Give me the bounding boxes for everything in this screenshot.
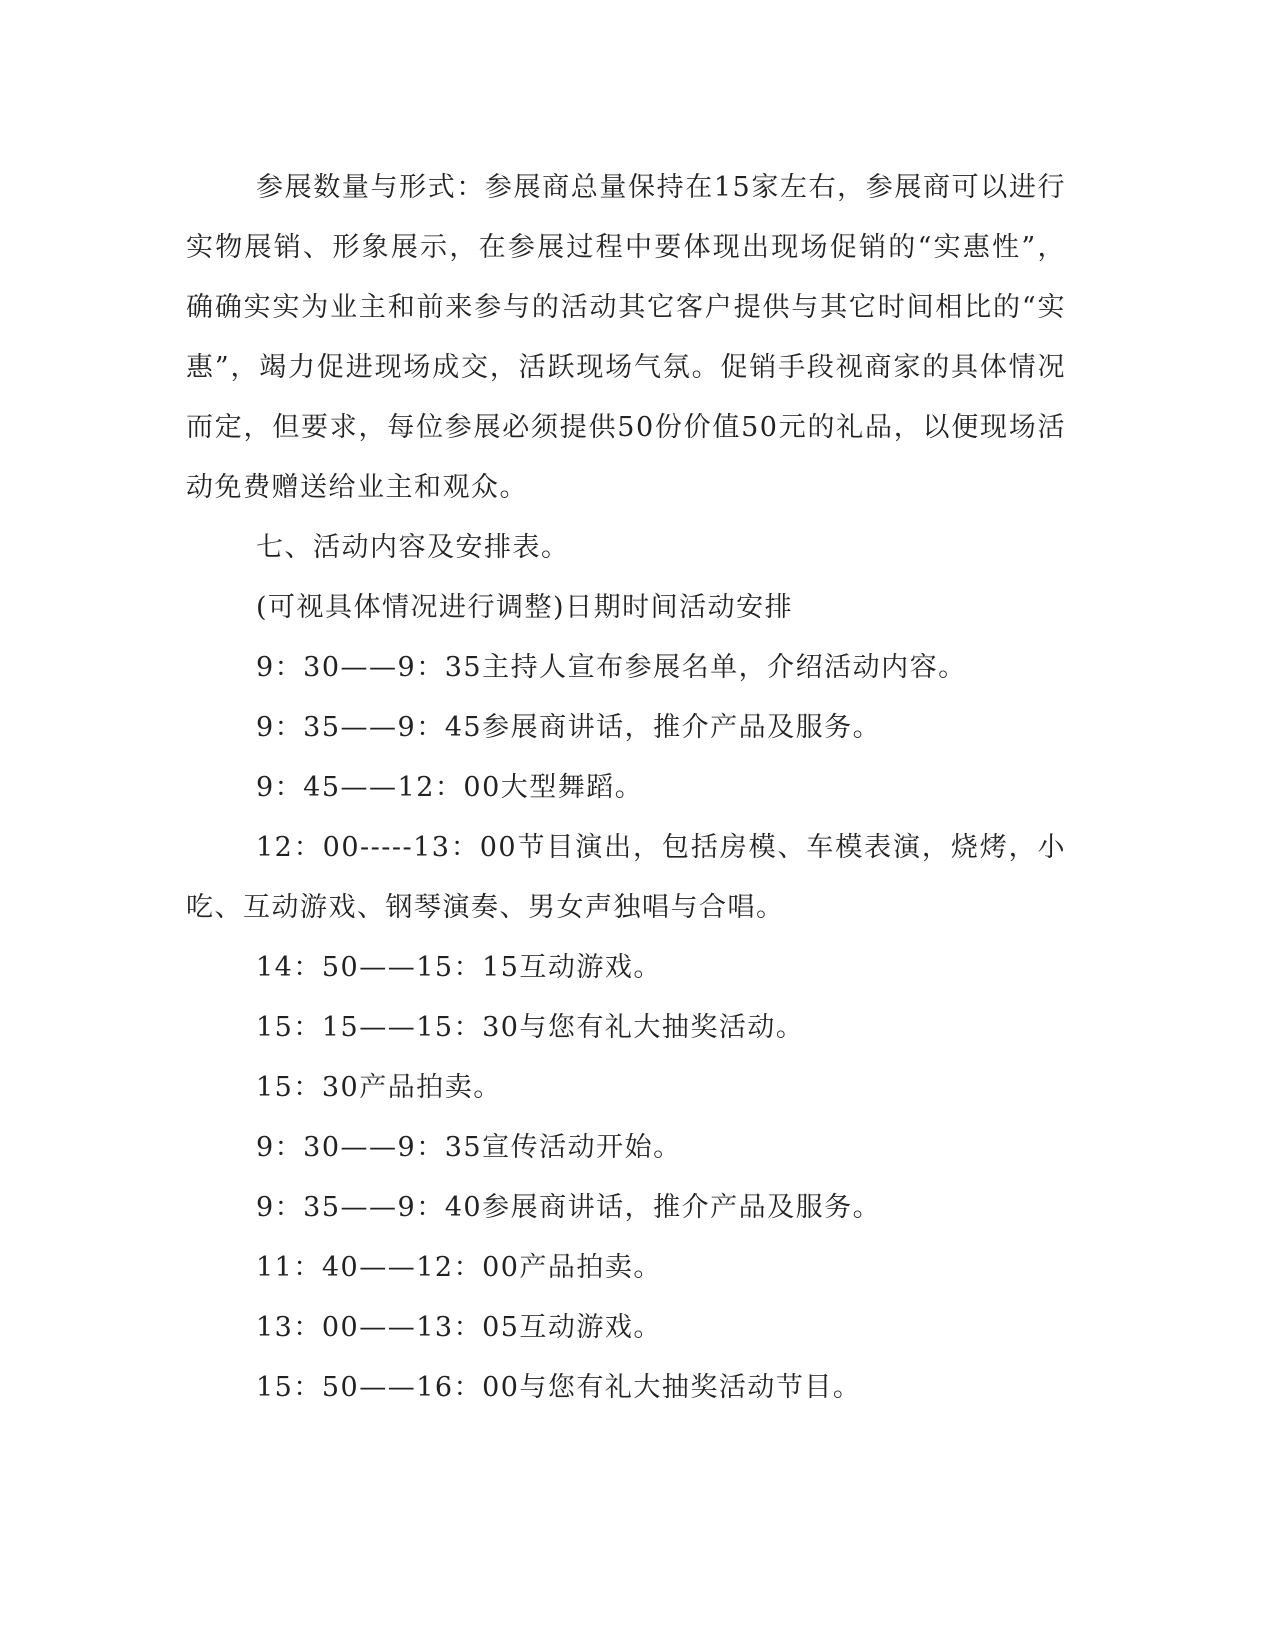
document-body [186,158,1066,1418]
schedule-item: 13：00——13：05互动游戏。 [256,1312,662,1343]
schedule-note: (可视具体情况进行调整)日期时间活动安排 [256,592,794,623]
schedule-item: 15：50——16：00与您有礼大抽奖活动节目。 [256,1372,862,1403]
schedule-item: 14：50——15：15互动游戏。 [256,952,662,983]
schedule-item: 9：35——9：45参展商讲话，推介产品及服务。 [256,712,882,743]
schedule-item: 9：30——9：35宣传活动开始。 [256,1132,682,1163]
schedule-item: 9：30——9：35主持人宣布参展名单，介绍活动内容。 [256,652,967,683]
section-heading-schedule: 七、活动内容及安排表。 [256,532,570,563]
schedule-item: 9：45——12：00大型舞蹈。 [256,772,644,803]
schedule-item: 12：00-----13：00节目演出，包括房模、车模表演，烧烤，小吃、互动游戏、钢琴演奏、男女声独唱与合唱。 [186,832,1066,923]
schedule-item: 11：40——12：00产品拍卖。 [256,1252,662,1283]
schedule-item: 9：35——9：40参展商讲话，推介产品及服务。 [256,1192,882,1223]
paragraph-exhibitor-format: 参展数量与形式：参展商总量保持在15家左右，参展商可以进行实物展销、形象展示，在参展过程中要体现出现场促销的“实惠性”，确确实实为业主和前来参与的活动其它客户提供与其它时间相比的“实惠”，竭力促进现场成交，活跃现场气氛。促销手段视商家的具体情况而定，但要求，每位参展必须提供50份价值50元的礼品，以便现场活动免费赠送给业主和观众。 [186,172,1066,503]
schedule-item: 15：15——15：30与您有礼大抽奖活动。 [256,1012,805,1043]
schedule-item: 15：30产品拍卖。 [256,1072,502,1103]
